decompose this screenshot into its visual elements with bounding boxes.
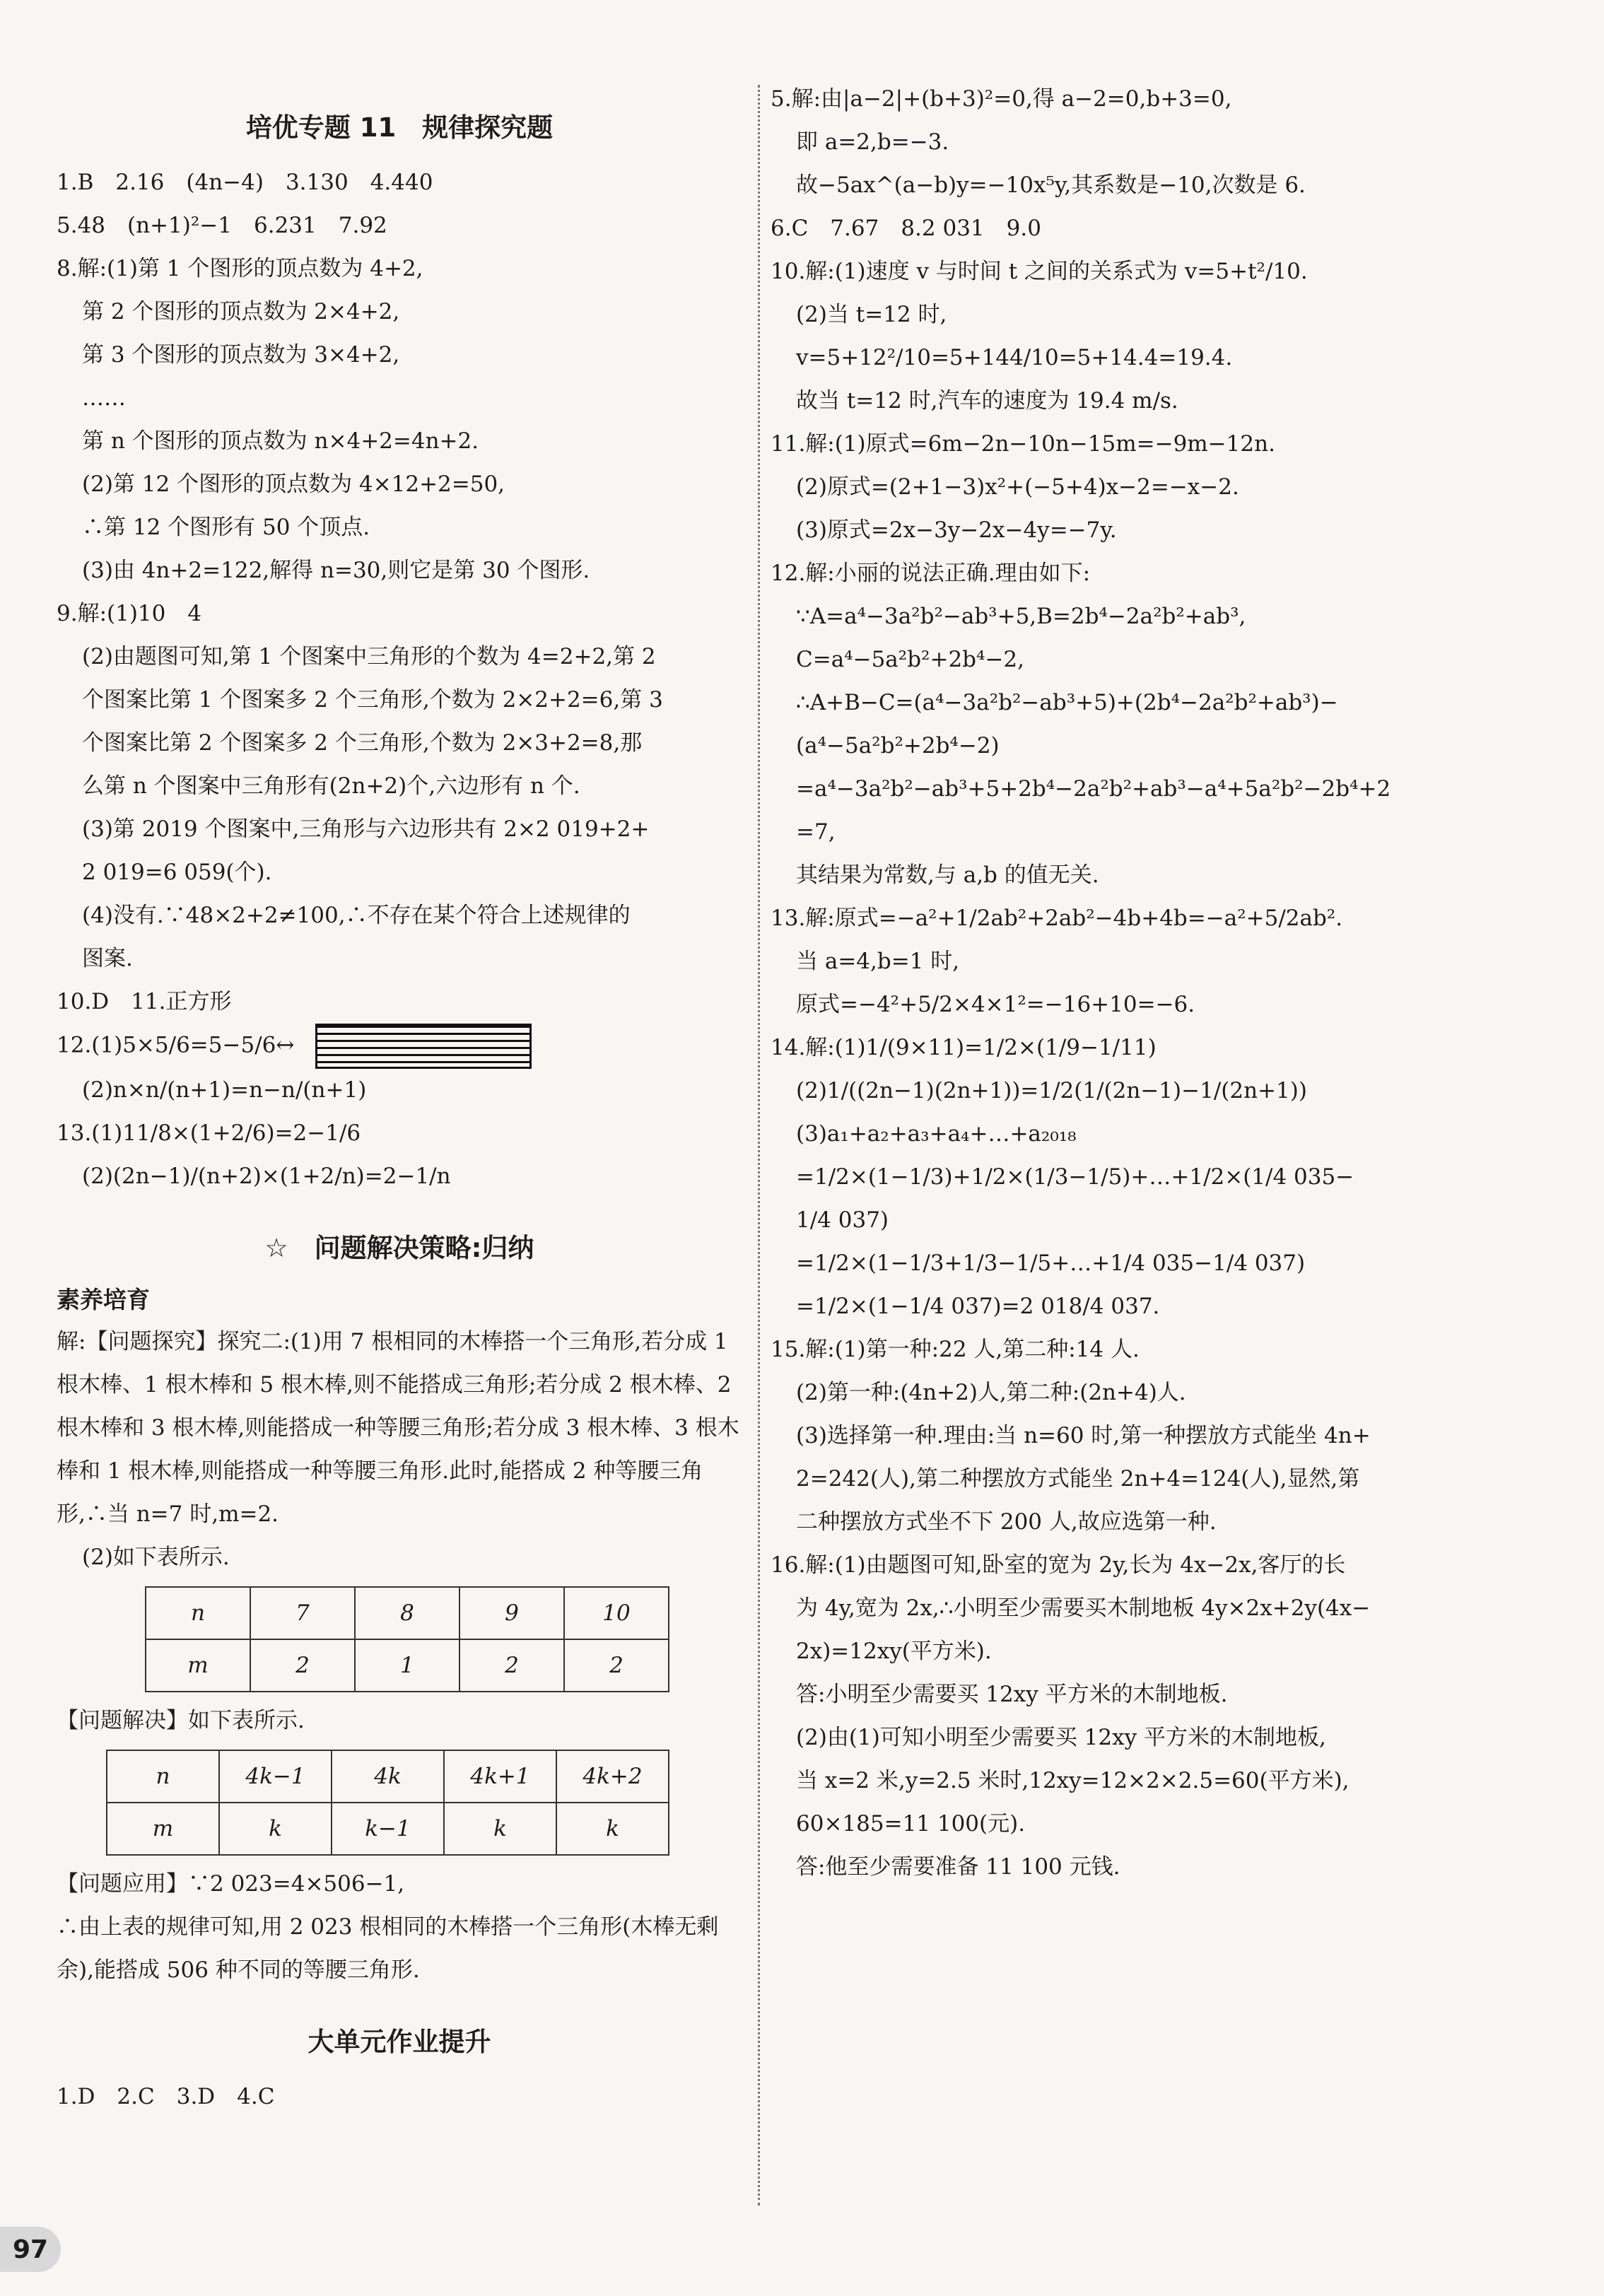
answer-line: 14.解:(1)1/(9×11)=1/2×(1/9−1/11) [771, 1035, 1157, 1060]
table-cell: k [444, 1803, 556, 1855]
table-cell: m [107, 1803, 219, 1855]
answer-line: ∴第 12 个图形有 50 个顶点. [82, 515, 370, 540]
strip-grid-figure [315, 1024, 532, 1069]
table-cell: n [107, 1750, 219, 1803]
q12-line [57, 1024, 742, 1069]
table-cell: 4k+2 [556, 1750, 669, 1803]
conclusion-text: ∴由上表的规律可知,用 2 023 根相同的木棒搭一个三角形(木棒无剩余),能搭成 506 种不同的等腰三角形. [57, 1914, 719, 1983]
q12-text: 12.(1)5×5/6=5−5/6↔ [57, 1032, 295, 1058]
answer-line: (2)(2n−1)/(n+2)×(1+2/n)=2−1/n [82, 1164, 451, 1189]
answer-line: 图案. [82, 946, 133, 971]
answer-line: 原式=−4²+5/2×4×1²=−16+10=−6. [796, 992, 1195, 1017]
answer-line: 个图案比第 1 个图案多 2 个三角形,个数为 2×2+2=6,第 3 [82, 687, 663, 713]
answer-line: (2)由题图可知,第 1 个图案中三角形的个数为 4=2+2,第 2 [82, 644, 656, 669]
answer-line: (3)第 2019 个图案中,三角形与六边形共有 2×2 019+2+ [82, 816, 650, 842]
answer-line: (a⁴−5a²b²+2b⁴−2) [796, 733, 1000, 758]
right-answer-lines [771, 78, 1555, 1889]
answer-line: =1/2×(1−1/3+1/3−1/5+…+1/4 035−1/4 037) [796, 1250, 1306, 1276]
table-cell: 10 [564, 1587, 669, 1639]
unit-answers-line: 1.D 2.C 3.D 4.C [57, 2084, 275, 2109]
table-cell: 7 [250, 1587, 355, 1639]
answer-line: 第 n 个图形的顶点数为 n×4+2=4n+2. [82, 428, 479, 454]
left-column [57, 78, 742, 2119]
answer-line: 12.解:小丽的说法正确.理由如下: [771, 561, 1091, 586]
column-divider [758, 85, 760, 2206]
answer-line: 2x)=12xy(平方米). [796, 1639, 992, 1664]
answer-line: (2)1/((2n−1)(2n+1))=1/2(1/(2n−1)−1/(2n+1)) [796, 1078, 1307, 1103]
table-cell: 4k−1 [219, 1750, 332, 1803]
answer-line: 16.解:(1)由题图可知,卧室的宽为 2y,长为 4x−2x,客厅的长 [771, 1552, 1346, 1578]
answer-line: 当 x=2 米,y=2.5 米时,12xy=12×2×2.5=60(平方米), [796, 1768, 1350, 1793]
answer-line: 第 2 个图形的顶点数为 2×4+2, [82, 299, 400, 324]
subheading-literacy: 素养培育 [57, 1286, 150, 1313]
answer-line: 60×185=11 100(元). [796, 1811, 1026, 1837]
problem-exploration-text: 解:【问题探究】探究二:(1)用 7 根相同的木棒搭一个三角形,若分成 1 根木棒、1 根木棒和 5 根木棒,则不能搭成三角形;若分成 2 根木棒、2 根木棒和 3 根木棒,则能搭成一种等腰三角形;若分成 3 根木棒、3 根木棒和 1 根木棒,则能搭成一种等腰三角形.此时,能搭成 2 种等腰三角形,∴当 n=7 时,m=2. [57, 1329, 739, 1527]
table-row [107, 1803, 669, 1855]
answer-line: =1/2×(1−1/3)+1/2×(1/3−1/5)+…+1/2×(1/4 035− [796, 1164, 1354, 1190]
answer-line: (4)没有.∵48×2+2≠100,∴不存在某个符合上述规律的 [82, 903, 631, 928]
answer-line: (2)第一种:(4n+2)人,第二种:(2n+4)人. [796, 1380, 1186, 1405]
table-row [107, 1750, 669, 1803]
answer-line: 当 a=4,b=1 时, [796, 949, 960, 974]
section-title-strategy: ☆ 问题解决策略:归纳 [264, 1233, 534, 1263]
answer-line: 1/4 037) [796, 1207, 889, 1233]
answer-line: C=a⁴−5a²b²+2b⁴−2, [796, 647, 1025, 672]
answer-line: 个图案比第 2 个图案多 2 个三角形,个数为 2×3+2=8,那 [82, 730, 643, 756]
problem-application-text: 【问题应用】∵2 023=4×506−1, [57, 1871, 405, 1897]
answer-line: 6.C 7.67 8.2 031 9.0 [771, 216, 1041, 241]
table-cell: k−1 [332, 1803, 444, 1855]
table-cell: 1 [355, 1639, 459, 1692]
answer-line: 即 a=2,b=−3. [796, 129, 949, 155]
answer-line: 第 3 个图形的顶点数为 3×4+2, [82, 342, 400, 368]
answer-line: (2)当 t=12 时, [796, 302, 947, 327]
answer-line: 答:小明至少需要买 12xy 平方米的木制地板. [796, 1682, 1228, 1707]
answer-line: (2)原式=(2+1−3)x²+(−5+4)x−2=−x−2. [796, 474, 1239, 500]
answer-line: 8.解:(1)第 1 个图形的顶点数为 4+2, [57, 256, 423, 281]
answer-line: 10.D 11.正方形 [57, 989, 232, 1014]
answer-line: 答:他至少需要准备 11 100 元钱. [796, 1854, 1120, 1880]
answer-line: (3)a₁+a₂+a₃+a₄+…+a₂₀₁₈ [796, 1121, 1077, 1147]
answer-line: =7, [796, 819, 836, 845]
right-column [771, 78, 1555, 1889]
answer-line: 么第 n 个图案中三角形有(2n+2)个,六边形有 n 个. [82, 773, 580, 799]
answer-line: 9.解:(1)10 4 [57, 601, 202, 626]
answer-line: 5.解:由|a−2|+(b+3)²=0,得 a−2=0,b+3=0, [771, 86, 1232, 112]
left-answer-lines-a [57, 161, 742, 1024]
table-cell: k [219, 1803, 332, 1855]
table-cell: 2 [564, 1639, 669, 1692]
section-title-unit: 大单元作业提升 [308, 2027, 491, 2057]
answer-line: ∴A+B−C=(a⁴−3a²b²−ab³+5)+(2b⁴−2a²b²+ab³)− [796, 690, 1338, 715]
table-cell: 4k [332, 1750, 444, 1803]
answer-line: 5.48 (n+1)²−1 6.231 7.92 [57, 213, 387, 238]
table-intro-text: (2)如下表所示. [82, 1545, 230, 1570]
page-number: 97 [0, 2227, 61, 2272]
answer-line: 二种摆放方式坐不下 200 人,故应选第一种. [796, 1509, 1217, 1535]
problem-solving-text: 【问题解决】如下表所示. [57, 1708, 305, 1733]
answer-line: (3)选择第一种.理由:当 n=60 时,第一种摆放方式能坐 4n+ [796, 1423, 1371, 1448]
table-cell: 9 [459, 1587, 564, 1639]
table-row [146, 1639, 669, 1692]
answer-line: 15.解:(1)第一种:22 人,第二种:14 人. [771, 1337, 1140, 1362]
left-answer-lines-b [57, 1069, 742, 1198]
answer-line: 1.B 2.16 (4n−4) 3.130 4.440 [57, 170, 433, 195]
table-n-m-1 [145, 1586, 669, 1692]
answer-line: …… [82, 385, 126, 411]
answer-line: (2)第 12 个图形的顶点数为 4×12+2=50, [82, 472, 505, 497]
table-cell: 4k+1 [444, 1750, 556, 1803]
table-cell: m [146, 1639, 250, 1692]
answer-line: (2)由(1)可知小明至少需要买 12xy 平方米的木制地板, [796, 1725, 1326, 1750]
table-cell: k [556, 1803, 669, 1855]
answer-line: 10.解:(1)速度 v 与时间 t 之间的关系式为 v=5+t²/10. [771, 259, 1308, 284]
answer-line: 2=242(人),第二种摆放方式能坐 2n+4=124(人),显然,第 [796, 1466, 1360, 1492]
answer-line: 故−5ax^(a−b)y=−10x⁵y,其系数是−10,次数是 6. [796, 172, 1306, 198]
answer-line: 11.解:(1)原式=6m−2n−10n−15m=−9m−12n. [771, 431, 1275, 457]
section-title-patterns: 培优专题 11 规律探究题 [245, 112, 554, 143]
answer-line: =1/2×(1−1/4 037)=2 018/4 037. [796, 1294, 1160, 1319]
answer-line: 故当 t=12 时,汽车的速度为 19.4 m/s. [796, 388, 1178, 414]
answer-line: (2)n×n/(n+1)=n−n/(n+1) [82, 1077, 367, 1103]
answer-line: 其结果为常数,与 a,b 的值无关. [796, 862, 1099, 888]
table-row [146, 1587, 669, 1639]
answer-line: 2 019=6 059(个). [82, 860, 272, 885]
table-cell: n [146, 1587, 250, 1639]
table-n-m-2 [106, 1750, 669, 1856]
answer-line: 13.(1)11/8×(1+2/6)=2−1/6 [57, 1120, 361, 1146]
answer-line: 13.解:原式=−a²+1/2ab²+2ab²−4b+4b=−a²+5/2ab². [771, 906, 1343, 931]
answer-line: 为 4y,宽为 2x,∴小明至少需要买木制地板 4y×2x+2y(4x− [796, 1595, 1371, 1621]
table-cell: 2 [250, 1639, 355, 1692]
answer-line: (3)原式=2x−3y−2x−4y=−7y. [796, 517, 1117, 543]
table-cell: 2 [459, 1639, 564, 1692]
answer-line: (3)由 4n+2=122,解得 n=30,则它是第 30 个图形. [82, 558, 590, 583]
table-cell: 8 [355, 1587, 459, 1639]
answer-line: =a⁴−3a²b²−ab³+5+2b⁴−2a²b²+ab³−a⁴+5a²b²−2b⁴+2 [796, 776, 1391, 802]
answer-line: v=5+12²/10=5+144/10=5+14.4=19.4. [796, 345, 1233, 370]
answer-line: ∵A=a⁴−3a²b²−ab³+5,B=2b⁴−2a²b²+ab³, [796, 604, 1246, 629]
